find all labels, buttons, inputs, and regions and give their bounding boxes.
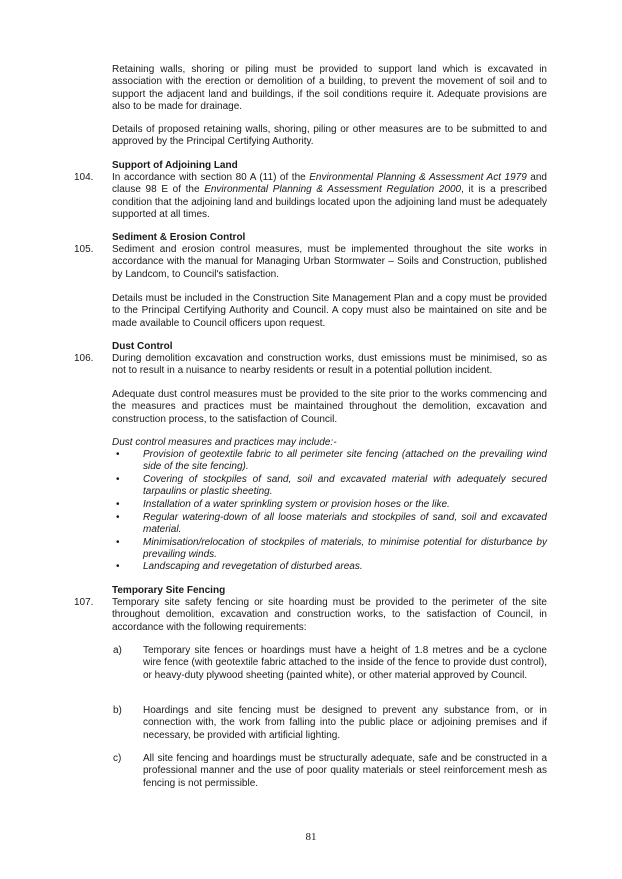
retaining-walls-paragraph: Retaining walls, shoring or piling must be provided to support land which is excavated in association with the erection or demolition of a building, to prevent the movement of soil and to support the adjacent land and buildings, if the soil conditions require it. Adequate provisions are also to be made for drainage.: [112, 64, 547, 113]
condition-105-paragraph-1: Sediment and erosion control measures, must be implemented throughout the site works in accordance with the manual for Managing Urban Stormwater – Soils and Construction, published by Landcom, to Council's satisfaction.: [112, 244, 547, 280]
list-item: Installation of a water sprinkling system or provision hoses or the like.: [143, 499, 450, 510]
regulation-title: Environmental Planning & Assessment Regulation 2000: [204, 184, 462, 196]
list-item: Hoardings and site fencing must be designed to prevent any substance from, or in connection with, the work from falling into the public place or adjoining premises and if necessary, be provided with artificial lighting.: [143, 705, 547, 741]
bullet-marker: •: [116, 449, 120, 460]
condition-number-106: 106.: [74, 353, 94, 364]
bullet-marker: •: [116, 537, 120, 548]
item-letter: b): [113, 705, 122, 716]
list-item: Landscaping and revegetation of disturbed areas.: [143, 561, 363, 572]
page-number: 81: [305, 831, 317, 843]
condition-105-paragraph-2: Details must be included in the Construction Site Management Plan and a copy must be provided to the Principal Certifying Authority and Council. A copy must also be maintained on site and be made available to Council officers upon request.: [112, 293, 547, 329]
condition-number-107: 107.: [74, 597, 94, 608]
heading-sediment-erosion-control: Sediment & Erosion Control: [112, 232, 246, 243]
list-item: Minimisation/relocation of stockpiles of materials, to minimise potential for disturbance by prevailing winds.: [143, 537, 547, 561]
bullet-marker: •: [116, 474, 120, 485]
list-item: Provision of geotextile fabric to all perimeter site fencing (attached on the prevailing wind side of the site fencing).: [143, 449, 547, 473]
condition-106-paragraph-2: Adequate dust control measures must be provided to the site prior to the works commencing and the measures and practices must be maintained throughout the demolition, excavation and construction process, to the satisfaction of Council.: [112, 389, 547, 425]
list-item: All site fencing and hoardings must be structurally adequate, safe and be constructed in a professional manner and the use of poor quality materials or steel reinforcement mesh as fencing is not permissible.: [143, 753, 547, 789]
retaining-walls-details-paragraph: Details of proposed retaining walls, shoring, piling or other measures are to be submitted to and approved by the Principal Certifying Authority.: [112, 124, 547, 148]
bullet-marker: •: [116, 499, 120, 510]
heading-dust-control: Dust Control: [112, 341, 173, 352]
item-letter: a): [113, 645, 122, 656]
item-letter: c): [113, 753, 122, 764]
condition-106-paragraph-1: During demolition excavation and construction works, dust emissions must be minimised, so as not to result in a nuisance to nearby residents or result in a potential pollution incident.: [112, 353, 547, 377]
condition-104-text: In accordance with section 80 A (11) of the Environmental Planning & Assessment Act 1979 and clause 98 E of the Environmental Planning & Assessment Regulation 2000, it is a prescribed condition that the adjoining land and buildings located upon the adjoining land must be adequately supported at all times.: [112, 172, 547, 221]
list-item: Covering of stockpiles of sand, soil and excavated material with adequately secured tarpaulins or plastic sheeting.: [143, 474, 547, 498]
act-title: Environmental Planning & Assessment Act 1979: [309, 172, 527, 183]
heading-temporary-site-fencing: Temporary Site Fencing: [112, 585, 226, 596]
bullet-marker: •: [116, 512, 120, 523]
condition-107-paragraph-1: Temporary site safety fencing or site hoarding must be provided to the perimeter of the site throughout demolition, excavation and construction works, to the satisfaction of Council, in accordance with the following requirements:: [112, 597, 547, 633]
list-item: Temporary site fences or hoardings must have a height of 1.8 metres and be a cyclone wire fence (with geotextile fabric attached to the inside of the fence to provide dust control), or heavy-duty plywood sheeting (painted white), or other material approved by Council.: [143, 645, 547, 681]
heading-support-of-adjoining-land: Support of Adjoining Land: [112, 160, 238, 171]
list-item: Regular watering-down of all loose materials and stockpiles of sand, soil and excavated material.: [143, 512, 547, 536]
condition-number-104: 104.: [74, 172, 94, 183]
condition-number-105: 105.: [74, 244, 94, 255]
bullet-marker: •: [116, 561, 120, 572]
dust-measures-intro: Dust control measures and practices may include:-: [112, 437, 337, 448]
